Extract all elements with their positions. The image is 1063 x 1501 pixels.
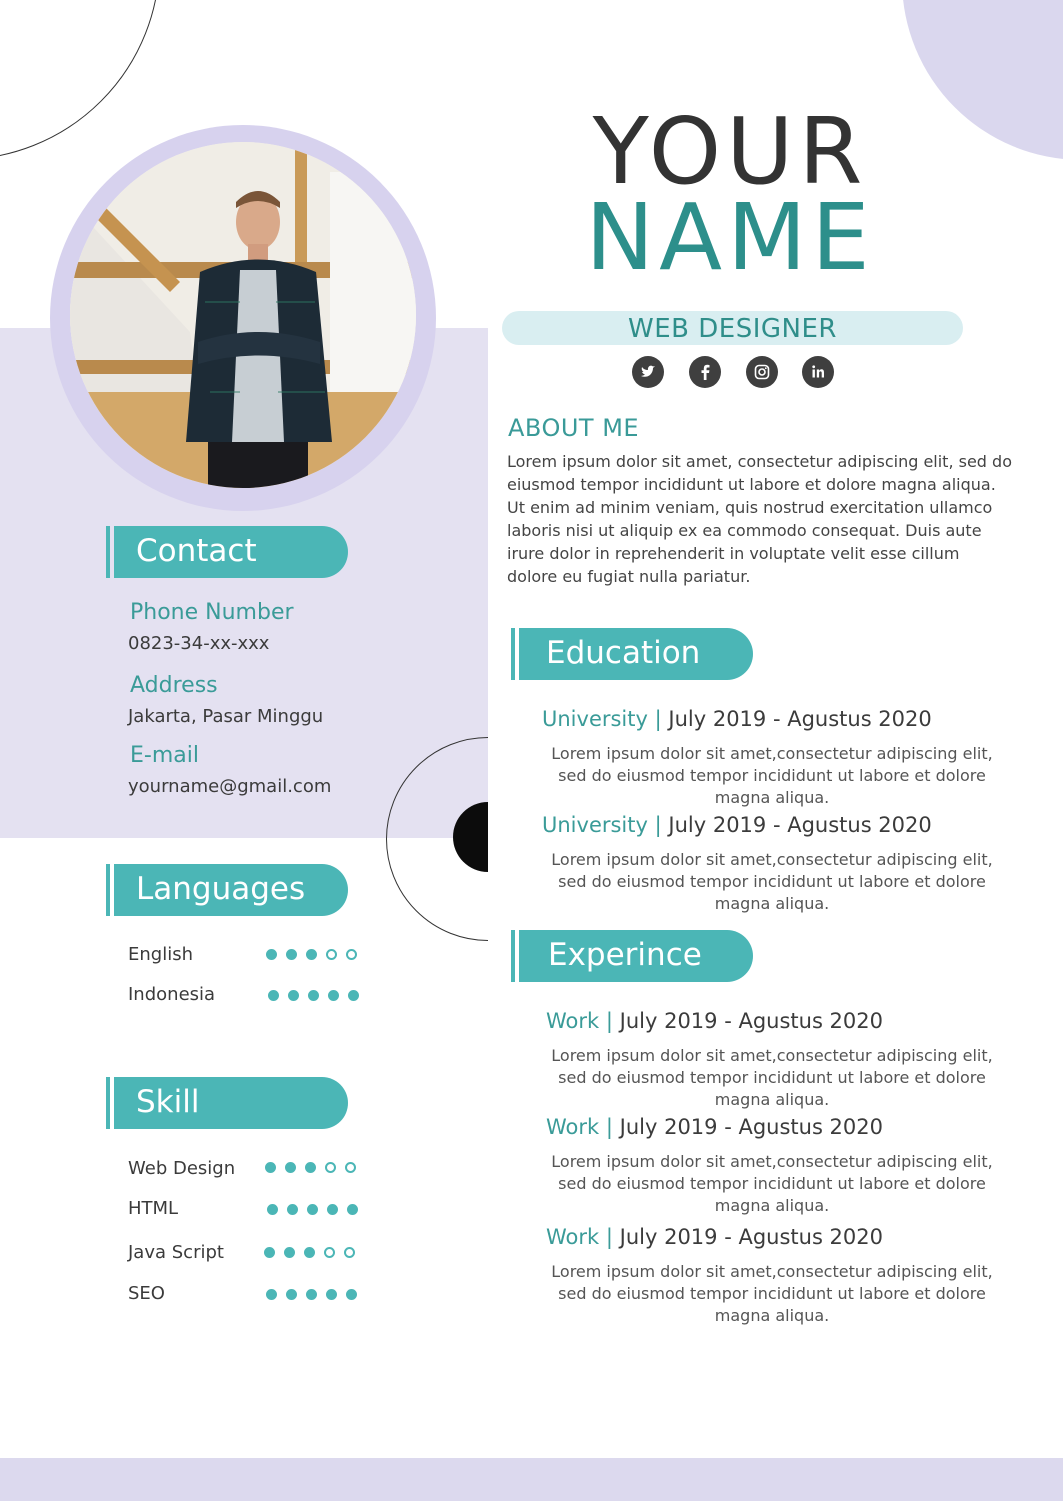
- experience-description: Lorem ipsum dolor sit amet,consectetur adipiscing elit, sed do eiusmod tempor incididunt ut labore et dolore magna aliqua.: [551, 1046, 993, 1109]
- skill-rating: [266, 1289, 357, 1300]
- skill-rating: [265, 1162, 356, 1173]
- skill-name: SEO: [128, 1283, 165, 1304]
- experience-entry-heading: [546, 1225, 883, 1249]
- separator: |: [654, 707, 662, 731]
- rating-dot-filled: [287, 1204, 298, 1215]
- job-title: WEB DESIGNER: [502, 311, 963, 345]
- skill-header-bar: [106, 1077, 110, 1129]
- name-first-line: YOUR: [592, 98, 868, 205]
- experience-heading: Experince: [519, 930, 753, 982]
- phone-label: Phone Number: [130, 600, 294, 625]
- rating-dot-filled: [286, 949, 297, 960]
- email-label: E-mail: [130, 743, 199, 768]
- address-value: Jakarta, Pasar Minggu: [128, 706, 324, 727]
- rating-dot-filled: [328, 990, 339, 1001]
- rating-dot-filled: [307, 1204, 318, 1215]
- separator: |: [605, 1225, 613, 1249]
- language-rating: [266, 949, 357, 960]
- rating-dot-filled: [284, 1247, 295, 1258]
- skill-name: HTML: [128, 1198, 179, 1219]
- rating-dot-empty: [324, 1247, 335, 1258]
- rating-dot-filled: [266, 949, 277, 960]
- corner-circle-decoration: [902, 0, 1063, 160]
- rating-dot-empty: [326, 949, 337, 960]
- skill-rating: [267, 1204, 358, 1215]
- skill-rating: [264, 1247, 355, 1258]
- language-name: Indonesia: [128, 984, 216, 1005]
- separator: |: [605, 1009, 613, 1033]
- rating-dot-filled: [306, 949, 317, 960]
- languages-heading: Languages: [114, 864, 348, 916]
- twitter-icon[interactable]: [632, 356, 664, 388]
- email-value[interactable]: yourname@gmail.com: [128, 776, 332, 797]
- experience-company: Work: [546, 1009, 600, 1033]
- experience-company: Work: [546, 1115, 600, 1139]
- experience-entry-heading: [546, 1115, 883, 1139]
- rating-dot-filled: [285, 1162, 296, 1173]
- contact-header-bar: [106, 526, 110, 578]
- skill-name: Java Script: [128, 1242, 224, 1263]
- experience-period: July 2019 - Agustus 2020: [619, 1115, 884, 1139]
- rating-dot-filled: [347, 1204, 358, 1215]
- rating-dot-filled: [348, 990, 359, 1001]
- experience-company: Work: [546, 1225, 600, 1249]
- skill-heading: Skill: [114, 1077, 348, 1129]
- education-entry-heading: [542, 813, 932, 837]
- facebook-icon[interactable]: [689, 356, 721, 388]
- rating-dot-filled: [306, 1289, 317, 1300]
- instagram-icon[interactable]: [746, 356, 778, 388]
- education-period: July 2019 - Agustus 2020: [668, 813, 932, 837]
- education-institution: University: [542, 813, 648, 837]
- rating-dot-filled: [305, 1162, 316, 1173]
- rating-dot-empty: [325, 1162, 336, 1173]
- rating-dot-filled: [346, 1289, 357, 1300]
- name-last-line: NAME: [585, 184, 875, 291]
- address-label: Address: [130, 673, 218, 698]
- rating-dot-filled: [327, 1204, 338, 1215]
- about-heading: ABOUT ME: [508, 414, 640, 442]
- rating-dot-filled: [268, 990, 279, 1001]
- languages-header-bar: [106, 864, 110, 916]
- corner-arc-decoration: [0, 0, 160, 160]
- rating-dot-filled: [286, 1289, 297, 1300]
- education-period: July 2019 - Agustus 2020: [668, 707, 932, 731]
- rating-dot-empty: [344, 1247, 355, 1258]
- separator: |: [654, 813, 662, 837]
- education-institution: University: [542, 707, 648, 731]
- rating-dot-filled: [265, 1162, 276, 1173]
- experience-description: Lorem ipsum dolor sit amet,consectetur adipiscing elit, sed do eiusmod tempor incididunt ut labore et dolore magna aliqua.: [551, 1152, 993, 1215]
- rating-dot-filled: [304, 1247, 315, 1258]
- experience-entry-heading: [546, 1009, 883, 1033]
- rating-dot-empty: [345, 1162, 356, 1173]
- education-header-bar: [511, 628, 515, 680]
- education-heading: Education: [519, 628, 753, 680]
- about-text: Lorem ipsum dolor sit amet, consectetur adipiscing elit, sed do eiusmod tempor incididunt ut labore et dolore magna aliqua. Ut enim ad minim veniam, quis nostrud exercitation ullamco laboris nisi ut aliquip ex ea commodo consequat. Duis aute irure dolor in reprehenderit in voluptate velit esse cillum dolore eu fugiat nulla pariatur.: [507, 452, 1012, 586]
- rating-dot-filled: [326, 1289, 337, 1300]
- rating-dot-filled: [266, 1289, 277, 1300]
- experience-period: July 2019 - Agustus 2020: [619, 1009, 884, 1033]
- rating-dot-filled: [308, 990, 319, 1001]
- experience-description: Lorem ipsum dolor sit amet,consectetur adipiscing elit, sed do eiusmod tempor incididunt ut labore et dolore magna aliqua.: [551, 1262, 993, 1325]
- rating-dot-empty: [346, 949, 357, 960]
- education-description: Lorem ipsum dolor sit amet,consectetur adipiscing elit, sed do eiusmod tempor incididunt ut labore et dolore magna aliqua.: [551, 744, 993, 807]
- linkedin-icon[interactable]: [802, 356, 834, 388]
- footer-band: [0, 1458, 1063, 1501]
- language-name: English: [128, 944, 193, 965]
- profile-photo: [70, 142, 416, 488]
- education-description: Lorem ipsum dolor sit amet,consectetur adipiscing elit, sed do eiusmod tempor incididunt ut labore et dolore magna aliqua.: [551, 850, 993, 913]
- rating-dot-filled: [288, 990, 299, 1001]
- contact-heading: Contact: [114, 526, 348, 578]
- phone-value: 0823-34-xx-xxx: [128, 633, 270, 654]
- experience-period: July 2019 - Agustus 2020: [619, 1225, 884, 1249]
- separator: |: [605, 1115, 613, 1139]
- language-rating: [268, 990, 359, 1001]
- experience-header-bar: [511, 930, 515, 982]
- skill-name: Web Design: [128, 1158, 236, 1179]
- education-entry-heading: [542, 707, 932, 731]
- rating-dot-filled: [267, 1204, 278, 1215]
- rating-dot-filled: [264, 1247, 275, 1258]
